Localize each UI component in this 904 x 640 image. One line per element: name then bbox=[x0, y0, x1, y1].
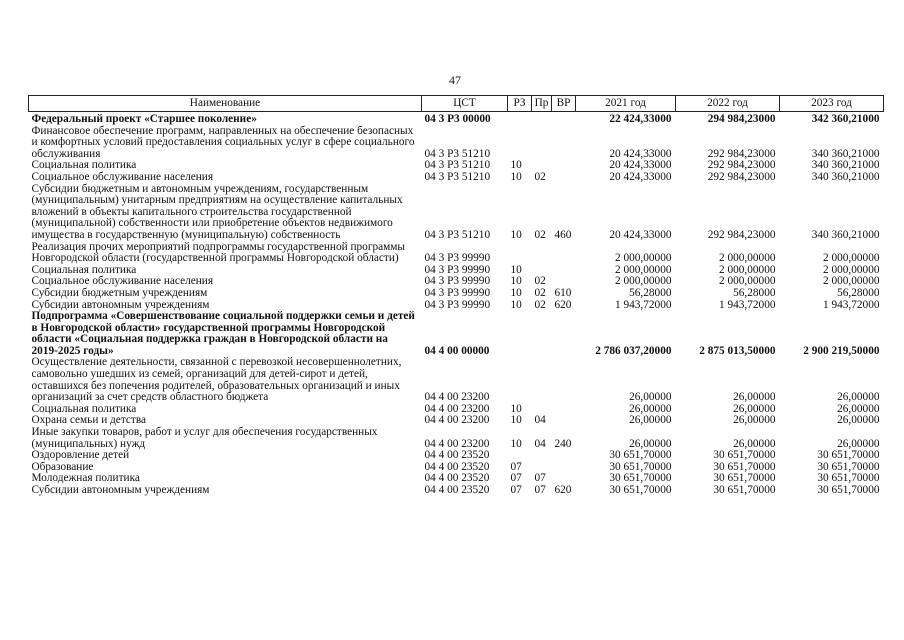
row-name: Федеральный проект «Старшее поколение» bbox=[31, 113, 257, 125]
row-amount-2021: 22 424,33000 bbox=[609, 113, 672, 125]
row-amount-2021: 2 000,00000 bbox=[615, 275, 672, 288]
row-cst-code: 04 3 Р3 99990 bbox=[424, 286, 491, 299]
row-cst-code: 04 4 00 23200 bbox=[424, 437, 490, 450]
row-amount-2023: 2 000,00000 bbox=[823, 263, 880, 276]
row-cst-code: 04 3 Р3 51210 bbox=[424, 159, 491, 172]
row-amount-2022: 292 984,23000 bbox=[707, 170, 776, 183]
row-amount-2021: 30 651,70000 bbox=[609, 449, 672, 462]
row-pr: 07 bbox=[534, 484, 546, 496]
row-amount-2023: 342 360,21000 bbox=[811, 113, 880, 125]
row-pr: 04 bbox=[534, 414, 546, 427]
row-amount-2022: 2 000,00000 bbox=[719, 252, 776, 265]
row-cst-code: 04 4 00 00000 bbox=[424, 344, 490, 357]
row-cst-code: 04 3 Р3 51210 bbox=[424, 170, 491, 183]
row-rz: 10 bbox=[510, 228, 522, 241]
header-vr: ВР bbox=[552, 96, 576, 112]
table-row bbox=[29, 172, 884, 184]
row-vr: 460 bbox=[554, 228, 572, 241]
row-cst-code: 04 4 00 23520 bbox=[424, 449, 490, 462]
row-amount-2023: 340 360,21000 bbox=[811, 170, 880, 183]
row-cst-code: 04 4 00 23520 bbox=[424, 472, 490, 485]
row-cst-code: 04 3 Р3 00000 bbox=[424, 113, 491, 125]
row-amount-2022: 26,00000 bbox=[733, 437, 776, 450]
row-cst-code: 04 4 00 23200 bbox=[424, 414, 490, 427]
row-rz: 10 bbox=[510, 437, 522, 450]
table-body bbox=[29, 112, 884, 497]
row-amount-2023: 2 000,00000 bbox=[823, 275, 880, 288]
row-rz: 10 bbox=[510, 286, 522, 299]
row-name: Социальное обслуживание населения bbox=[31, 170, 214, 183]
row-vr bbox=[552, 462, 576, 474]
row-amount-2022: 2 000,00000 bbox=[719, 275, 776, 288]
table-row bbox=[29, 311, 884, 357]
row-amount-2021: 56,28000 bbox=[629, 286, 672, 299]
row-pr bbox=[532, 357, 552, 403]
row-amount-2021: 20 424,33000 bbox=[609, 170, 672, 183]
row-amount-2021: 20 424,33000 bbox=[609, 147, 672, 160]
row-vr bbox=[552, 265, 576, 277]
row-vr: 620 bbox=[554, 484, 572, 496]
row-amount-2022: 1 943,72000 bbox=[719, 298, 776, 311]
row-cst-code: 04 4 00 23520 bbox=[424, 484, 490, 496]
row-rz: 10 bbox=[510, 275, 522, 288]
row-rz: 10 bbox=[510, 263, 522, 276]
row-rz bbox=[508, 357, 532, 403]
row-vr: 610 bbox=[554, 286, 572, 299]
row-vr: 240 bbox=[554, 437, 572, 450]
row-name: Социальная политика bbox=[31, 402, 137, 415]
row-vr bbox=[552, 112, 576, 126]
row-pr: 07 bbox=[534, 472, 546, 485]
row-rz: 07 bbox=[510, 460, 522, 473]
row-rz bbox=[508, 112, 532, 126]
row-name: Оздоровление детей bbox=[31, 449, 130, 462]
row-amount-2023: 30 651,70000 bbox=[817, 449, 880, 462]
row-name: Подпрограмма «Совершенствование социальной поддержки семьи и детей в Новгородской области» государственной программы Новгородской области «Социальная поддержка граждан в Новгородской области на 2019-2025 годы» bbox=[31, 310, 415, 357]
row-amount-2021: 26,00000 bbox=[629, 437, 672, 450]
row-amount-2022: 30 651,70000 bbox=[713, 449, 776, 462]
row-amount-2023: 56,28000 bbox=[837, 286, 880, 299]
row-amount-2022: 292 984,23000 bbox=[707, 147, 776, 160]
row-name: Социальная политика bbox=[31, 159, 137, 172]
table-row bbox=[29, 126, 884, 161]
row-name: Субсидии бюджетным и автономным учреждениям, государственным (муниципальным) унитарным предприятиям на осуществление капитальных вложений в объекты капитального строительства государственной (муниципальной) собственности или приобретение объектов недвижимого имущества в государственную (муниципальную) собственность bbox=[31, 182, 403, 241]
row-amount-2022: 292 984,23000 bbox=[707, 159, 776, 172]
table-header-row bbox=[29, 96, 884, 112]
row-amount-2022: 2 000,00000 bbox=[719, 263, 776, 276]
row-amount-2021: 2 000,00000 bbox=[615, 252, 672, 265]
budget-table bbox=[28, 95, 884, 497]
row-name: Субсидии автономным учреждениям bbox=[31, 298, 210, 311]
row-cst-code: 04 3 Р3 99990 bbox=[424, 252, 491, 265]
row-cst-code: 04 3 Р3 99990 bbox=[424, 263, 491, 276]
row-name: Молодежная политика bbox=[31, 472, 140, 485]
row-rz: 10 bbox=[510, 414, 522, 427]
row-vr: 620 bbox=[554, 298, 572, 311]
row-pr: 02 bbox=[534, 298, 546, 311]
row-name: Осуществление деятельности, связанной с перевозкой несовершеннолетних, самовольно ушедших из семей, организаций для детей-сирот и детей, оставшихся без попечения родителей, образовательных организаций и иных организаций за счет средств областного бюджета bbox=[31, 356, 402, 404]
row-rz bbox=[508, 126, 532, 161]
row-amount-2023: 26,00000 bbox=[837, 414, 880, 427]
row-pr: 02 bbox=[534, 228, 546, 241]
header-rz: РЗ bbox=[508, 96, 532, 112]
table-row bbox=[29, 485, 884, 497]
row-amount-2022: 2 875 013,50000 bbox=[699, 344, 776, 357]
row-vr bbox=[552, 311, 576, 357]
header-pr: Пр bbox=[532, 96, 552, 112]
row-vr bbox=[552, 126, 576, 161]
row-amount-2022: 30 651,70000 bbox=[713, 484, 776, 496]
row-amount-2022: 292 984,23000 bbox=[707, 228, 776, 241]
row-amount-2022: 30 651,70000 bbox=[713, 472, 776, 485]
row-pr bbox=[532, 112, 552, 126]
row-vr bbox=[552, 404, 576, 416]
row-name: Образование bbox=[31, 460, 94, 473]
header-name: Наименование bbox=[29, 96, 422, 112]
row-amount-2022: 26,00000 bbox=[733, 402, 776, 415]
row-pr bbox=[532, 450, 552, 462]
row-amount-2021: 30 651,70000 bbox=[609, 460, 672, 473]
row-pr: 04 bbox=[534, 437, 546, 450]
row-amount-2023: 30 651,70000 bbox=[817, 460, 880, 473]
row-rz bbox=[508, 242, 532, 265]
row-amount-2021: 30 651,70000 bbox=[609, 472, 672, 485]
row-amount-2022: 56,28000 bbox=[733, 286, 776, 299]
row-amount-2023: 340 360,21000 bbox=[811, 228, 880, 241]
row-name: Реализация прочих мероприятий подпрограммы государственной программы Новгородской области (государственной программы Новгородской области) bbox=[31, 240, 405, 265]
row-name: Социальная политика bbox=[31, 263, 137, 276]
row-pr: 02 bbox=[534, 275, 546, 288]
row-amount-2023: 26,00000 bbox=[837, 391, 880, 404]
row-amount-2021: 2 000,00000 bbox=[615, 263, 672, 276]
row-rz: 10 bbox=[510, 159, 522, 172]
row-pr: 02 bbox=[534, 170, 546, 183]
row-rz: 10 bbox=[510, 298, 522, 311]
row-vr bbox=[552, 160, 576, 172]
row-amount-2023: 1 943,72000 bbox=[823, 298, 880, 311]
row-vr bbox=[552, 357, 576, 403]
row-amount-2021: 2 786 037,20000 bbox=[595, 344, 672, 357]
row-amount-2022: 30 651,70000 bbox=[713, 460, 776, 473]
row-cst-code: 04 4 00 23200 bbox=[424, 391, 490, 404]
table-row bbox=[29, 427, 884, 450]
row-name: Субсидии бюджетным учреждениям bbox=[31, 286, 208, 299]
row-cst-code: 04 3 Р3 99990 bbox=[424, 298, 491, 311]
row-amount-2021: 20 424,33000 bbox=[609, 159, 672, 172]
row-amount-2023: 340 360,21000 bbox=[811, 147, 880, 160]
row-amount-2023: 2 000,00000 bbox=[823, 252, 880, 265]
row-amount-2021: 1 943,72000 bbox=[615, 298, 672, 311]
row-rz: 07 bbox=[510, 484, 522, 496]
table-row bbox=[29, 242, 884, 265]
row-vr bbox=[552, 450, 576, 462]
row-rz: 10 bbox=[510, 402, 522, 415]
row-amount-2023: 30 651,70000 bbox=[817, 472, 880, 485]
row-cst-code: 04 3 Р3 51210 bbox=[424, 228, 491, 241]
row-amount-2022: 294 984,23000 bbox=[707, 113, 776, 125]
row-cst-code: 04 3 Р3 51210 bbox=[424, 147, 491, 160]
row-amount-2021: 26,00000 bbox=[629, 402, 672, 415]
row-name: Иные закупки товаров, работ и услуг для обеспечения государственных (муниципальных) нужд bbox=[31, 426, 378, 450]
row-rz: 10 bbox=[510, 170, 522, 183]
header-cst: ЦСТ bbox=[422, 96, 508, 112]
table-row bbox=[29, 184, 884, 242]
row-amount-2023: 26,00000 bbox=[837, 437, 880, 450]
header-2022: 2022 год bbox=[676, 96, 780, 112]
row-amount-2023: 30 651,70000 bbox=[817, 484, 880, 496]
row-vr bbox=[552, 415, 576, 427]
row-rz bbox=[508, 311, 532, 357]
row-name: Финансовое обеспечение программ, направленных на обеспечение безопасных и комфортных условий предоставления социальных услуг в сфере социального обслуживания bbox=[31, 124, 415, 160]
page-number: 47 bbox=[449, 73, 461, 87]
row-amount-2021: 20 424,33000 bbox=[609, 228, 672, 241]
row-amount-2023: 26,00000 bbox=[837, 402, 880, 415]
row-amount-2021: 30 651,70000 bbox=[609, 484, 672, 496]
table-row bbox=[29, 288, 884, 300]
header-2021: 2021 год bbox=[576, 96, 676, 112]
row-vr bbox=[552, 242, 576, 265]
row-vr bbox=[552, 172, 576, 184]
row-amount-2021: 26,00000 bbox=[629, 391, 672, 404]
row-pr: 02 bbox=[534, 286, 546, 299]
row-amount-2022: 26,00000 bbox=[733, 414, 776, 427]
row-amount-2021: 26,00000 bbox=[629, 414, 672, 427]
row-cst-code: 04 4 00 23520 bbox=[424, 460, 490, 473]
row-name: Субсидии автономным учреждениям bbox=[31, 484, 210, 496]
table-row bbox=[29, 112, 884, 126]
table-row bbox=[29, 357, 884, 403]
row-cst-code: 04 3 Р3 99990 bbox=[424, 275, 491, 288]
row-amount-2022: 26,00000 bbox=[733, 391, 776, 404]
row-cst-code: 04 4 00 23200 bbox=[424, 402, 490, 415]
row-pr bbox=[532, 311, 552, 357]
row-amount-2023: 2 900 219,50000 bbox=[803, 344, 880, 357]
row-rz: 07 bbox=[510, 472, 522, 485]
row-name: Социальное обслуживание населения bbox=[31, 275, 214, 288]
row-pr bbox=[532, 242, 552, 265]
row-name: Охрана семьи и детства bbox=[31, 414, 147, 427]
row-amount-2023: 340 360,21000 bbox=[811, 159, 880, 172]
row-pr bbox=[532, 126, 552, 161]
header-2023: 2023 год bbox=[780, 96, 884, 112]
